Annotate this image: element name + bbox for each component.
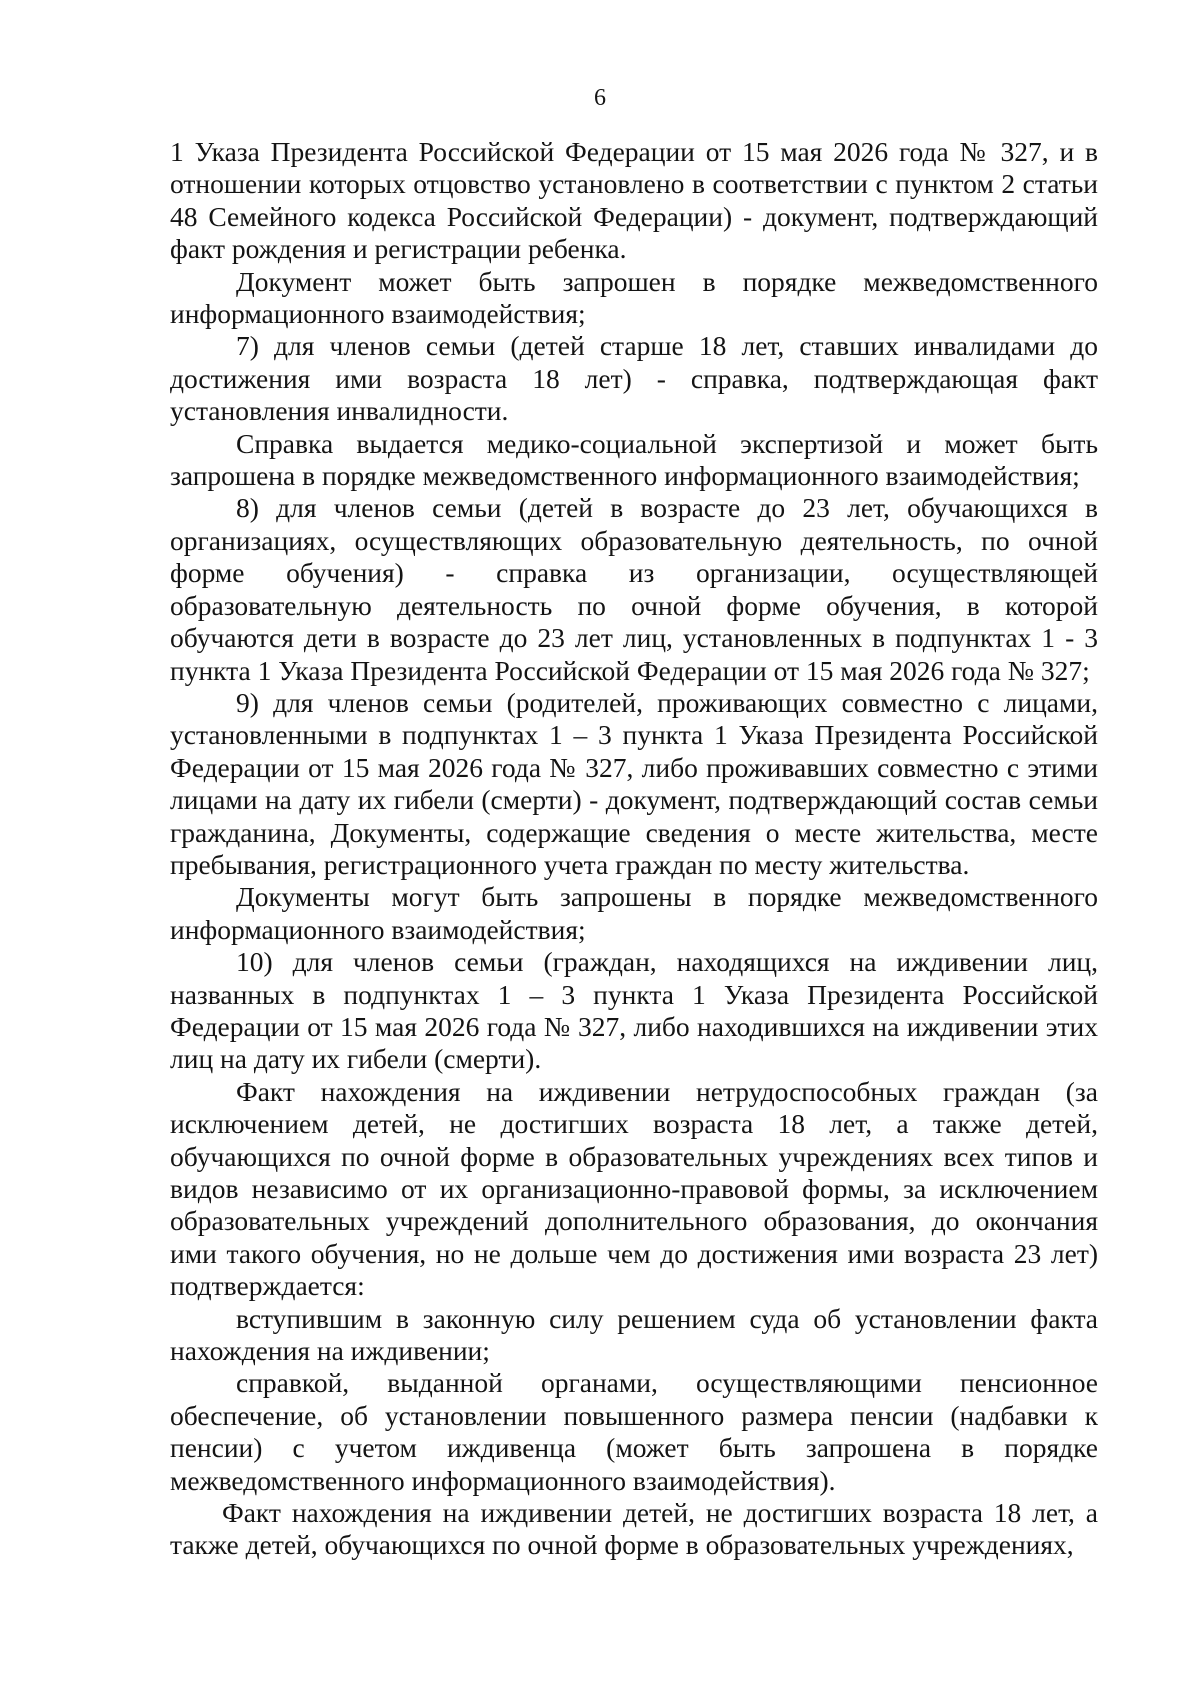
paragraph-court-decision: вступившим в законную силу решением суда об установлении факта нахождения на иждивении; <box>170 1302 1098 1367</box>
paragraph-dependency-fact: Факт нахождения на иждивении нетрудоспособных граждан (за исключением детей, не достигших возраста 18 лет, а также детей, обучающихся по очной форме в образовательных учреждениях всех типов и видов независимо от их организационно-правовой формы, за исключением образовательных учреждений дополнительного образования, до окончания ими такого обучения, но не дольше чем до достижения ими возраста 23 лет) подтверждается: <box>170 1075 1098 1302</box>
paragraph-pension-certificate: справкой, выданной органами, осуществляющими пенсионное обеспечение, об установлении повышенного размера пенсии (надбавки к пенсии) с учетом иждивенца (может быть запрошена в порядке межведомственного информационного взаимодействия). <box>170 1367 1098 1496</box>
paragraph-documents-note: Документы могут быть запрошены в порядке межведомственного информационного взаимодействия; <box>170 881 1098 945</box>
paragraph-item-10: 10) для членов семьи (граждан, находящихся на иждивении лиц, названных в подпунктах 1 – 3 пункта 1 Указа Президента Российской Федерации от 15 мая 2026 года № 327, либо находившихся на иждивении этих лиц на дату их гибели (смерти). <box>170 946 1098 1075</box>
paragraph-continuation: 1 Указа Президента Российской Федерации от 15 мая 2026 года № 327, и в отношении которых отцовство установлено в соответствии с пунктом 2 статьи 48 Семейного кодекса Российской Федерации) - документ, подтверждающий факт рождения и регистрации ребенка. <box>170 136 1098 265</box>
paragraph-item-7: 7) для членов семьи (детей старше 18 лет, ставших инвалидами до достижения ими возраста 18 лет) - справка, подтверждающая факт установления инвалидности. <box>170 330 1098 427</box>
paragraph-request-note: Документ может быть запрошен в порядке межведомственного информационного взаимодействия; <box>170 265 1098 330</box>
paragraph-item-9: 9) для членов семьи (родителей, проживающих совместно с лицами, установленными в подпунктах 1 – 3 пункта 1 Указа Президента Российской Федерации от 15 мая 2026 года № 327, либо проживавших совместно с этими лицами на дату их гибели (смерти) - документ, подтверждающий состав семьи гражданина, Документы, содержащие сведения о месте жительства, месте пребывания, регистрационного учета граждан по месту жительства. <box>170 686 1098 880</box>
document-body <box>170 136 1098 1562</box>
paragraph-children-dependency: Факт нахождения на иждивении детей, не достигших возраста 18 лет, а также детей, обучающихся по очной форме в образовательных учреждениях, <box>170 1497 1098 1561</box>
paragraph-item-8: 8) для членов семьи (детей в возрасте до 23 лет, обучающихся в организациях, осуществляющих образовательную деятельность, по очной форме обучения) - справка из организации, осуществляющей образовательную деятельность по очной форме обучения, в которой обучаются дети в возрасте до 23 лет лиц, установленных в подпунктах 1 - 3 пункта 1 Указа Президента Российской Федерации от 15 мая 2026 года № 327; <box>170 492 1098 686</box>
paragraph-certificate-note: Справка выдается медико-социальной экспертизой и может быть запрошена в порядке межведомственного информационного взаимодействия; <box>170 427 1098 492</box>
page-number: 6 <box>594 85 606 111</box>
